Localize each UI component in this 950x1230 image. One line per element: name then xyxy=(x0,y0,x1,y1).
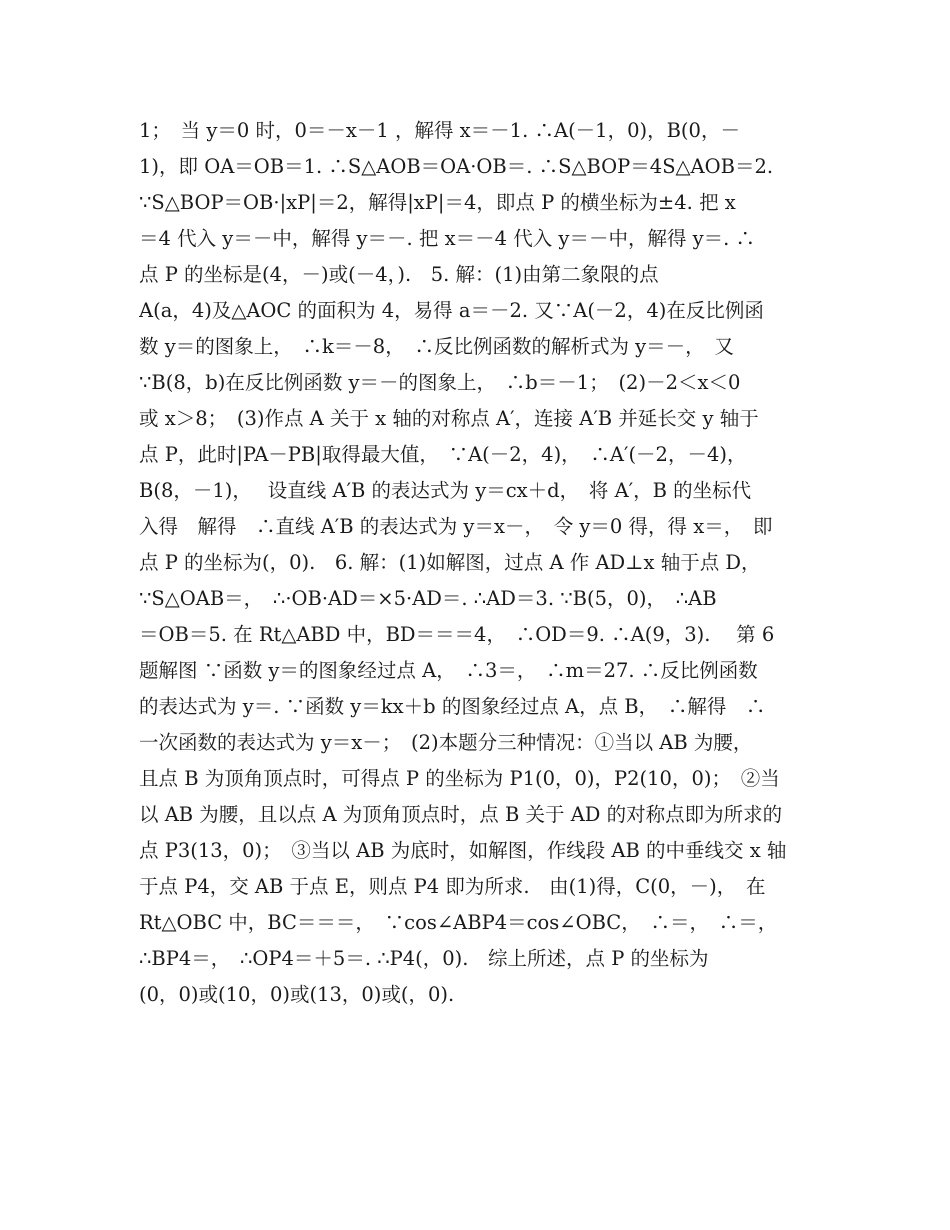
text-line: (0，0)或(10，0)或(13，0)或(，0). xyxy=(139,983,455,1006)
text-line: 且点 B 为顶角顶点时，可得点 P 的坐标为 P1(0，0)，P2(10，0)； ②当 xyxy=(139,767,780,790)
text-line: 或 x＞8； (3)作点 A 关于 x 轴的对称点 A′，连接 A′B 并延长交 y 轴于 xyxy=(139,407,759,430)
text-line: A(a，4)及△AOC 的面积为 4，易得 a＝－2. 又∵A(－2，4)在反比例函 xyxy=(139,299,764,322)
text-line: Rt△OBC 中，BC＝＝＝， ∵cos∠ABP4＝cos∠OBC， ∴＝， ∴＝， xyxy=(139,911,778,934)
text-line: 一次函数的表达式为 y＝x－； (2)本题分三种情况：①当以 AB 为腰， xyxy=(139,731,753,754)
text-line: 点 P3(13，0)； ③当以 AB 为底时，如解图，作线段 AB 的中垂线交 x 轴 xyxy=(139,839,787,862)
text-line: 于点 P4，交 AB 于点 E，则点 P4 即为所求. 由(1)得，C(0，－)， 在 xyxy=(139,875,766,898)
text-line: ∴BP4＝， ∴OP4＝＋5＝. ∴P4(，0). 综上所述，点 P 的坐标为 xyxy=(139,947,709,970)
text-line: ＝OB＝5. 在 Rt△ABD 中，BD＝＝＝4， ∴OD＝9. ∴A(9，3). 第 6 xyxy=(139,623,775,646)
text-line: 的表达式为 y＝. ∵函数 y＝kx＋b 的图象经过点 A，点 B， ∴解得 ∴ xyxy=(139,695,766,718)
text-line: ∵S△OAB＝， ∴·OB·AD＝×5·AD＝. ∴AD＝3. ∵B(5，0)， ∴AB xyxy=(139,587,717,610)
text-line: 1； 当 y＝0 时，0＝－x－1 ，解得 x＝－1. ∴A(－1，0)，B(0，－ xyxy=(139,119,740,142)
text-line: 以 AB 为腰，且以点 A 为顶角顶点时，点 B 关于 AD 的对称点即为所求的 xyxy=(139,803,783,826)
text-line: 数 y＝的图象上， ∴k＝－8， ∴反比例函数的解析式为 y＝－， 又 xyxy=(139,335,734,358)
text-line: ＝4 代入 y＝－中，解得 y＝－. 把 x＝－4 代入 y＝－中，解得 y＝. ∴ xyxy=(139,227,756,250)
text-line: 点 P 的坐标是(4，－)或(－4，). 5. 解：(1)由第二象限的点 xyxy=(139,263,659,286)
text-line: 入得 解得 ∴直线 A′B 的表达式为 y＝x－， 令 y＝0 得，得 x＝， 即 xyxy=(139,515,773,538)
text-line: ∵B(8，b)在反比例函数 y＝－的图象上， ∴b＝－1； (2)－2＜x＜0 xyxy=(139,371,741,394)
text-line: 1)，即 OA＝OB＝1. ∴S△AOB＝OA·OB＝. ∴S△BOP＝4S△AOB＝2. xyxy=(139,155,774,178)
text-line: 点 P，此时|PA－PB|取得最大值， ∵A(－2，4)， ∴A′(－2，－4)， xyxy=(139,443,747,466)
text-line: 点 P 的坐标为(，0). 6. 解：(1)如解图，过点 A 作 AD⊥x 轴于点 D， xyxy=(139,551,761,574)
text-line: B(8，－1)， 设直线 A′B 的表达式为 y＝cx＋d， 将 A′，B 的坐标代 xyxy=(139,479,752,502)
text-line: 题解图 ∵函数 y＝的图象经过点 A， ∴3＝， ∴m＝27. ∴反比例函数 xyxy=(139,659,758,682)
solution-text xyxy=(139,113,819,1013)
text-line: ∵S△BOP＝OB·|xP|＝2，解得|xP|＝4，即点 P 的横坐标为±4. 把 x xyxy=(139,191,736,214)
